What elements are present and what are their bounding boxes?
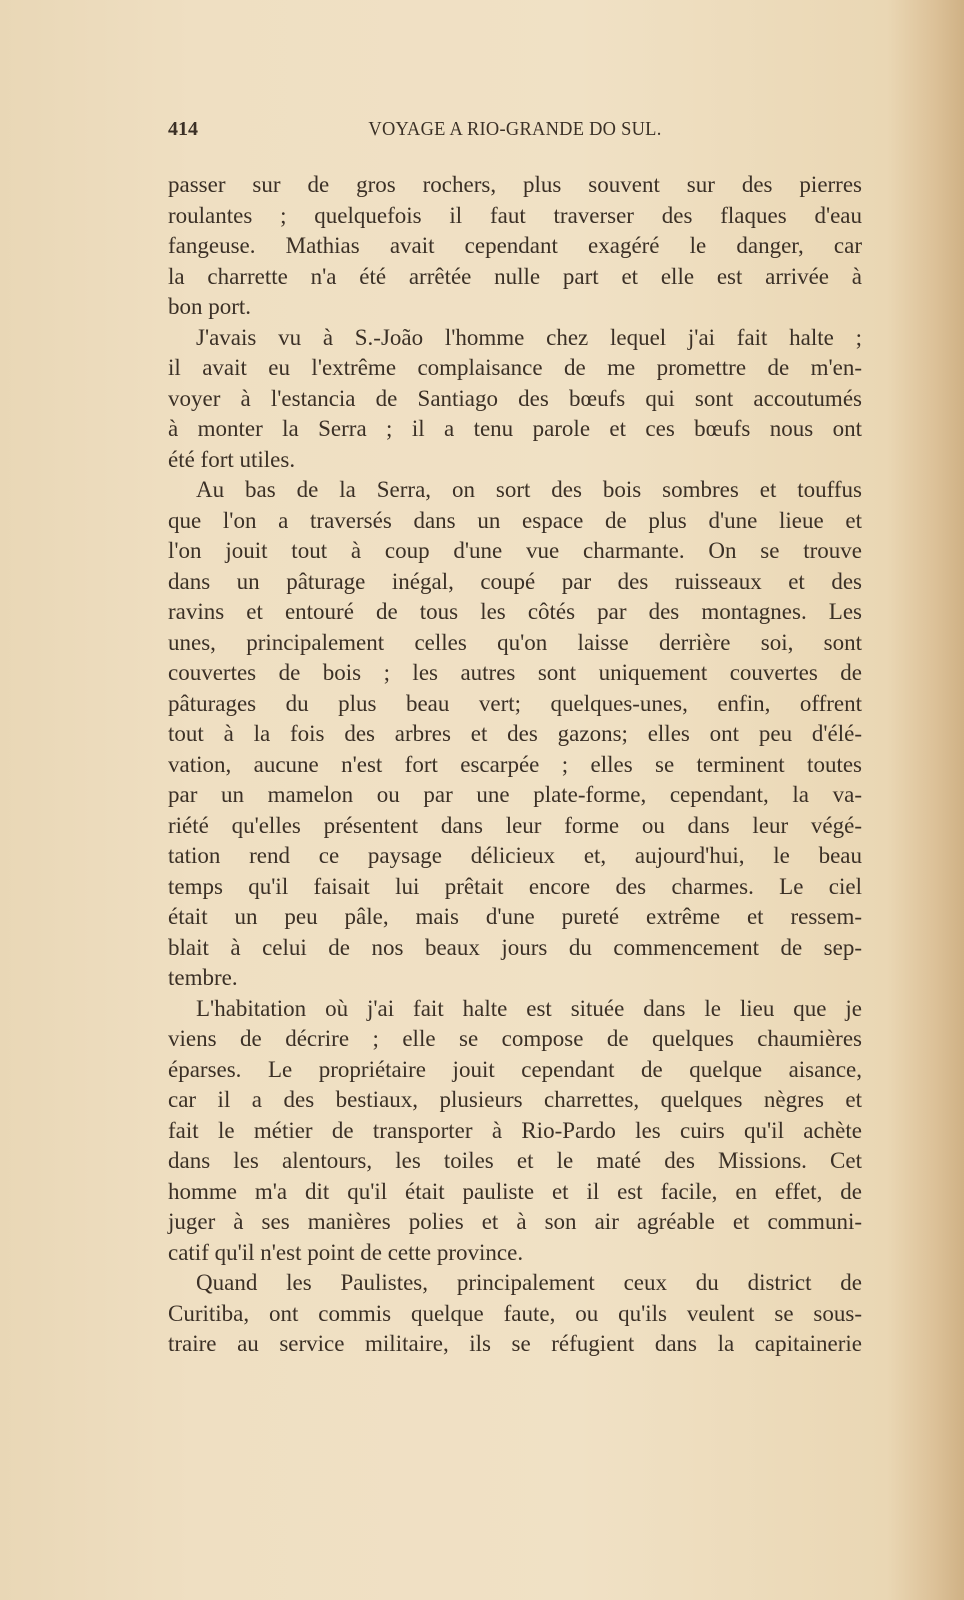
- text-line: tembre.: [168, 965, 238, 990]
- text-line: couvertes de bois ; les autres sont uniquement couvertes de: [168, 660, 862, 685]
- text-line: tout à la fois des arbres et des gazons; elles ont peu d'élé-: [168, 721, 862, 746]
- text-line: éparses. Le propriétaire jouit cependant de quelque aisance,: [168, 1056, 862, 1082]
- text-line: fangeuse. Mathias avait cependant exagéré le danger, car: [168, 233, 862, 258]
- paragraph: [168, 323, 862, 476]
- paragraph: [168, 475, 862, 994]
- text-line: J'avais vu à S.-João l'homme chez lequel j'ai fait halte ;: [196, 324, 862, 350]
- text-line: juger à ses manières polies et à son air agréable et communi-: [168, 1209, 862, 1234]
- running-title: VOYAGE A RIO-GRANDE DO SUL.: [368, 118, 662, 140]
- text-line: Au bas de la Serra, on sort des bois sombres et touffus: [196, 477, 862, 502]
- text-line: à monter la Serra ; il a tenu parole et ces bœufs nous ont: [168, 416, 862, 441]
- text-line: Curitiba, ont commis quelque faute, ou qu'ils veulent se sous-: [168, 1300, 862, 1326]
- text-line: ravins et entouré de tous les côtés par des montagnes. Les: [168, 599, 862, 624]
- text-line: L'habitation où j'ai fait halte est située dans le lieu que je: [196, 995, 862, 1021]
- text-line: viens de décrire ; elle se compose de quelques chaumières: [168, 1026, 862, 1051]
- text-line: la charrette n'a été arrêtée nulle part et elle est arrivée à: [168, 263, 862, 289]
- text-line: car il a des bestiaux, plusieurs charrettes, quelques nègres et: [168, 1087, 862, 1112]
- text-line: tation rend ce paysage délicieux et, aujourd'hui, le beau: [168, 843, 862, 868]
- text-line: était un peu pâle, mais d'une pureté extrême et ressem-: [168, 904, 862, 929]
- paragraph: [168, 170, 862, 323]
- text-line: bon port.: [168, 294, 252, 319]
- page-body-text: [168, 170, 862, 1360]
- text-line: l'on jouit tout à coup d'une vue charmante. On se trouve: [168, 538, 862, 563]
- paragraph: [168, 1268, 862, 1360]
- text-line: catif qu'il n'est point de cette province.: [168, 1239, 524, 1265]
- text-line: été fort utiles.: [168, 446, 296, 472]
- text-line: homme m'a dit qu'il était pauliste et il est facile, en effet, de: [168, 1178, 862, 1204]
- text-line: traire au service militaire, ils se réfugient dans la capitainerie: [168, 1331, 862, 1356]
- text-line: blait à celui de nos beaux jours du commencement de sep-: [168, 934, 862, 960]
- text-line: temps qu'il faisait lui prêtait encore des charmes. Le ciel: [168, 873, 862, 899]
- text-line: vation, aucune n'est fort escarpée ; elles se terminent toutes: [168, 751, 862, 777]
- text-line: dans les alentours, les toiles et le maté des Missions. Cet: [168, 1148, 862, 1173]
- text-line: que l'on a traversés dans un espace de plus d'une lieue et: [168, 507, 862, 533]
- text-line: passer sur de gros rochers, plus souvent sur des pierres: [168, 172, 862, 197]
- text-line: voyer à l'estancia de Santiago des bœufs qui sont accoutumés: [168, 385, 862, 411]
- text-line: par un mamelon ou par une plate-forme, cependant, la va-: [168, 782, 862, 807]
- text-line: riété qu'elles présentent dans leur forme ou dans leur végé-: [168, 812, 862, 838]
- text-line: unes, principalement celles qu'on laisse derrière soi, sont: [168, 629, 862, 655]
- page-number: 414: [168, 118, 198, 140]
- text-line: roulantes ; quelquefois il faut traverser des flaques d'eau: [168, 202, 862, 228]
- text-line: il avait eu l'extrême complaisance de me promettre de m'en-: [168, 355, 862, 380]
- text-line: pâturages du plus beau vert; quelques-unes, enfin, offrent: [168, 690, 862, 716]
- text-line: Quand les Paulistes, principalement ceux du district de: [196, 1270, 862, 1295]
- running-header: [168, 118, 862, 148]
- text-line: dans un pâturage inégal, coupé par des ruisseaux et des: [168, 568, 862, 594]
- text-line: fait le métier de transporter à Rio-Pardo les cuirs qu'il achète: [168, 1117, 862, 1143]
- paragraph: [168, 994, 862, 1269]
